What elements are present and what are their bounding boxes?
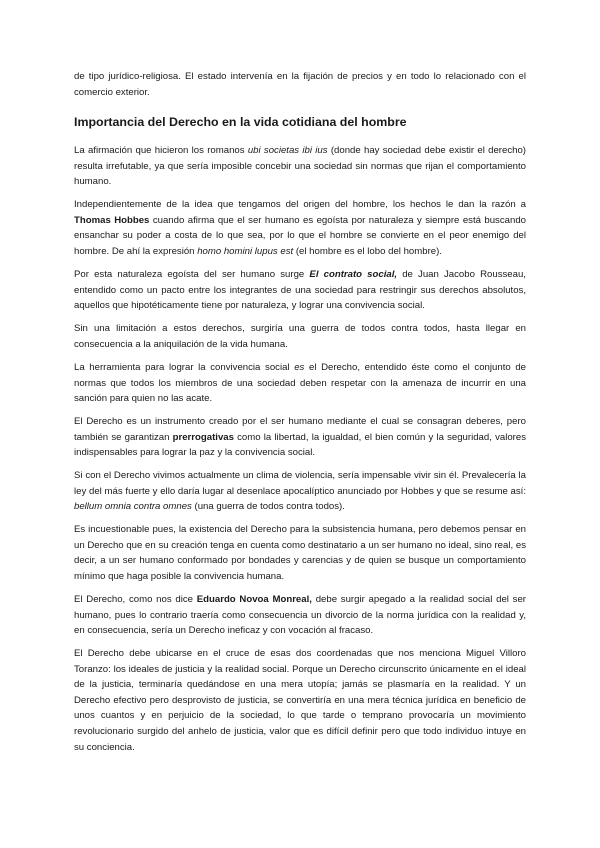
paragraph-text — [74, 197, 526, 259]
text-run: El Derecho, como nos dice — [74, 594, 197, 605]
paragraph-4 — [74, 321, 526, 352]
emphasis: es — [294, 362, 305, 373]
text-run: el Derecho, entendido éste como el conjunto de normas que todos los miembros de una sociedad deben respetar con la amenaza de incurrir en una sanción para quien no las acate. — [74, 362, 527, 405]
paragraph-2 — [74, 197, 526, 259]
author-name: Thomas Hobbes — [74, 214, 150, 226]
section-heading-block — [74, 114, 526, 130]
paragraph-7 — [74, 468, 526, 515]
paragraph-text — [74, 468, 526, 515]
text-run: Independientemente de la idea que tengamos del origen del hombre, los hechos le dan la razón a — [74, 199, 526, 210]
latin-phrase: ubi societas ibi ius — [247, 145, 328, 156]
paragraph-text: El Derecho debe ubicarse en el cruce de esas dos coordenadas que nos menciona Miguel Villoro Toranzo: los ideales de justicia y la realidad social. Porque un Derecho circunscrito únicamente en el ideal de la justicia, terminaría quedándose en una mera utopía; jamás se plasmaría en la realidad. Y un Derecho efectivo pero desprovisto de justicia, se convertiría en una mera técnica jurídica en beneficio de unos cuantos y en perjuicio de la sociedad, lo que tarde o temprano provocaría un movimiento revolucionario surgido del anhelo de justicia, valor que es difícil definir pero que todo individuo intuye en su conciencia. — [74, 648, 526, 753]
text-run: como la libertad, la igualdad, el bien común y la seguridad, valores indispensables para lograr la paz y la convivencia social. — [74, 431, 526, 459]
paragraph-9 — [74, 592, 526, 639]
paragraph-5 — [74, 360, 526, 407]
text-run: cuando afirma que el ser humano es egoísta por naturaleza y siempre está buscando ensanchar su poder a costa de lo que sea, por lo que el hombre se convierte en el peor enemigo del hombre. De ahí la expresión — [74, 214, 526, 257]
paragraph-text: Es incuestionable pues, la existencia del Derecho para la subsistencia humana, pero debemos pensar en un Derecho que en su creación tenga en cuenta como destinatario a un ser humano no ideal, sino real, es decir, a un ser humano conformado por bondades y carencias y de quien se busque un comportamiento mínimo que haga posible la convivencia humana. — [74, 524, 526, 582]
paragraph-text — [74, 360, 526, 407]
paragraph-text — [74, 267, 526, 314]
section-heading: Importancia del Derecho en la vida cotidiana del hombre — [74, 115, 407, 129]
text-run: (donde hay sociedad debe existir el derecho) resulta irrefutable, ya que sería imposible concebir una sociedad sin normas que rijan el comportamiento humano. — [74, 145, 526, 188]
text-run: (una guerra de todos contra todos). — [191, 501, 345, 513]
paragraph-6 — [74, 414, 526, 461]
text-run: La herramienta para lograr la convivencia social — [74, 362, 295, 373]
text-run: El Derecho es un instrumento creado por el ser humano mediante el cual se consagran deberes, pero también se garantizan — [74, 416, 526, 443]
paragraph-3 — [74, 267, 526, 314]
text-run: La afirmación que hicieron los romanos — [74, 145, 248, 156]
paragraph-text: Sin una limitación a estos derechos, surgiría una guerra de todos contra todos, hasta llegar en consecuencia a la aniquilación de la vida humana. — [74, 323, 526, 350]
paragraph-continuation — [74, 69, 526, 100]
key-term: prerrogativas — [172, 431, 234, 443]
paragraph-text — [74, 592, 526, 639]
paragraph-1 — [74, 143, 526, 190]
paragraph-8 — [74, 522, 526, 584]
paragraph-text — [74, 414, 526, 461]
latin-phrase: homo homini lupus est — [197, 245, 294, 257]
text-run: de Juan Jacobo Rousseau, entendido como un pacto entre los integrantes de una sociedad para restringir sus derechos absolutos, aquellos que hipotéticamente tiene por naturaleza, y lograr una convivencia social. — [74, 269, 526, 312]
work-title: El contrato social, — [309, 269, 398, 280]
author-name: Eduardo Novoa Monreal, — [196, 594, 312, 605]
paragraph-text — [74, 143, 526, 190]
text-run: debe surgir apegado a la realidad social del ser humano, pues lo contrario traería como consecuencia un divorcio de la norma jurídica con la realidad y, en consecuencia, sería un Derecho ineficaz y con vocación al fracaso. — [74, 594, 526, 637]
text-run: Por esta naturaleza egoísta del ser humano surge — [74, 269, 310, 280]
paragraph-10 — [74, 646, 526, 755]
latin-phrase: bellum omnia contra omnes — [74, 501, 192, 513]
text-run: Si con el Derecho vivimos actualmente un clima de violencia, sería impensable vivir sin él. Prevalecería la ley del más fuerte y ello daría lugar al desenlace apocalíptico anunciado por Hobbes y que se resume así: — [74, 470, 526, 497]
text-run: (el hombre es el lobo del hombre). — [293, 245, 442, 257]
paragraph-text: de tipo jurídico-religiosa. El estado intervenía en la fijación de precios y en todo lo relacionado con el comercio exterior. — [74, 71, 526, 98]
